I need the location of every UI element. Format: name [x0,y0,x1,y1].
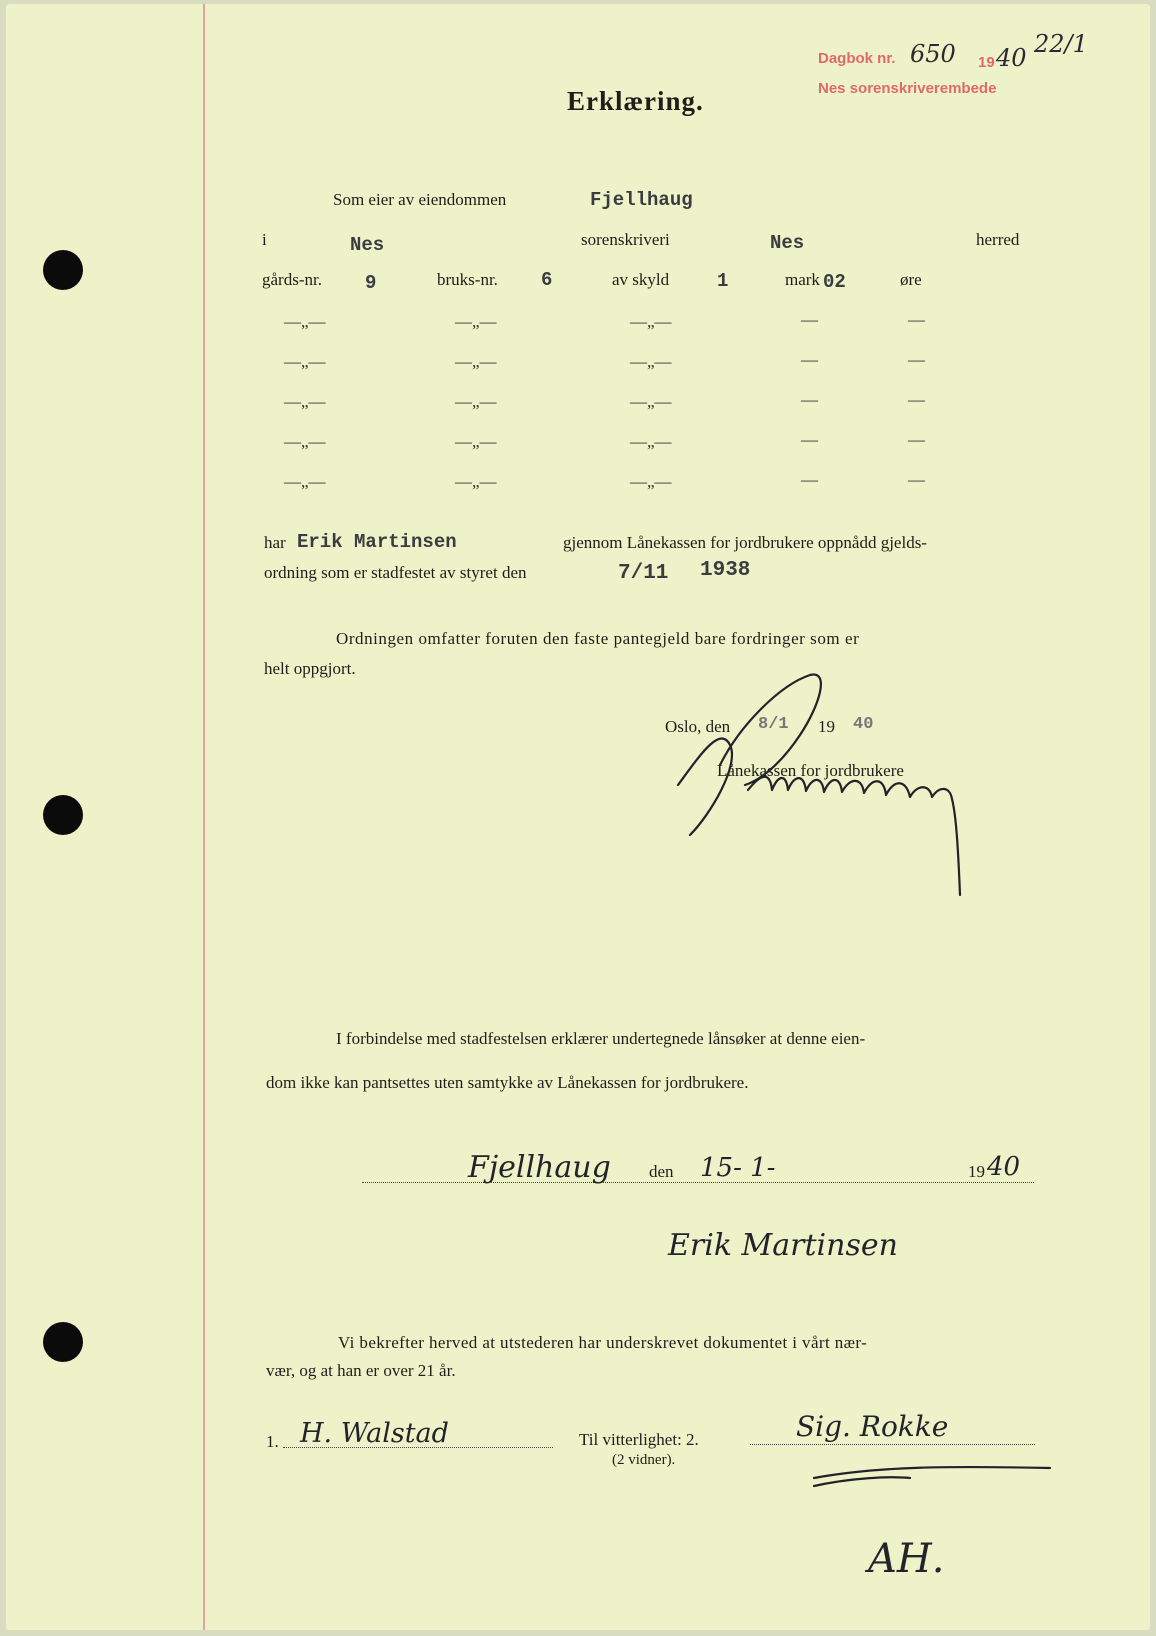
punch-hole [43,795,83,835]
signing-place: Fjellhaug [468,1150,611,1185]
ditto-mark: —„— [284,472,326,491]
stamp-year-prefix: 19 [978,54,995,71]
blank-mark: — [801,390,818,409]
institution-signature [660,665,990,905]
oslo-date: 8/1 [758,715,789,734]
ditto-mark: —„— [630,472,672,491]
har-label: har [264,533,286,552]
gards-value: 9 [365,272,377,294]
owner-lead: Som eier av eiendommen [333,190,507,209]
paragraph2-line1: Ordningen omfatter foruten den faste pantegjeld bare fordringer som er [336,629,860,648]
mark-value: 02 [823,271,846,293]
bruks-label: bruks-nr. [437,270,498,289]
witness2-name: Sig. Rokke [796,1410,949,1443]
signing-date: 15- 1- [700,1153,776,1183]
ore-label: øre [900,270,922,289]
ditto-mark: —„— [630,352,672,371]
witness1-name: H. Walstad [300,1418,449,1449]
district-name: Nes [350,234,385,256]
ditto-mark: —„— [455,352,497,371]
stamp-diary-number: 650 [910,40,956,68]
institution-name: Lånekassen for jordbrukere [717,761,904,780]
stamp-office: Nes sorenskriverembede [818,80,997,97]
punch-hole [43,250,83,290]
paragraph1-line1: gjennom Lånekassen for jordbrukere oppnådd gjelds- [563,533,927,552]
gards-label: gårds-nr. [262,270,322,289]
witness-label: Til vitterlighet: 2. [579,1430,699,1449]
applicant-signature: Erik Martinsen [668,1228,898,1263]
signing-year: 40 [987,1152,1021,1182]
skyld-label: av skyld [612,270,670,289]
i-label: i [262,230,267,249]
oslo-year: 40 [853,715,874,734]
paragraph2-line2: helt oppgjort. [264,659,356,678]
margin-line [203,4,205,1630]
owner-name: Erik Martinsen [297,531,457,553]
ditto-mark: —„— [284,392,326,411]
property-name: Fjellhaug [590,189,693,211]
punch-hole [43,1322,83,1362]
ditto-mark: —„— [284,432,326,451]
ditto-mark: —„— [455,392,497,411]
ditto-mark: —„— [284,312,326,331]
witness1-number: 1. [266,1432,279,1451]
blank-mark: — [908,390,925,409]
pen-strokes [810,1460,1070,1520]
herred-label: herred [976,230,1020,249]
ditto-mark: —„— [455,472,497,491]
herred-name: Nes [770,232,805,254]
signing-dotted-line [362,1182,1034,1183]
bruks-value: 6 [541,269,553,291]
blank-mark: — [908,310,925,329]
mark-label: mark [785,270,820,289]
stamp-date: 22/1 [1034,30,1088,58]
sorenskriveri-label: sorenskriveri [581,230,670,249]
ditto-mark: —„— [284,352,326,371]
stamp-diary-label: Dagbok nr. [818,50,896,67]
witness-line1: Vi bekrefter herved at utstederen har underskrevet dokumentet i vårt nær- [338,1333,868,1352]
confirmation-date: 7/11 [618,562,669,585]
paragraph1-line2: ordning som er stadfestet av styret den [264,563,527,582]
document-title: Erklæring. [567,86,704,116]
ditto-mark: —„— [455,432,497,451]
oslo-place: Oslo, den [665,717,731,736]
witness-note: (2 vidner). [612,1452,676,1468]
oslo-year-prefix: 19 [818,717,835,736]
witness2-dotted-line [750,1444,1035,1445]
ditto-mark: —„— [455,312,497,331]
skyld-value: 1 [717,270,729,292]
blank-mark: — [908,470,925,489]
blank-mark: — [801,310,818,329]
initials: AH. [868,1536,945,1582]
witness-line2: vær, og at han er over 21 år. [266,1361,456,1380]
confirmation-year: 1938 [700,559,751,582]
declaration-line2: dom ikke kan pantsettes uten samtykke av Lånekassen for jordbrukere. [266,1073,749,1092]
blank-mark: — [801,470,818,489]
blank-mark: — [908,430,925,449]
signing-year-prefix: 19 [968,1162,985,1181]
ditto-mark: —„— [630,392,672,411]
signing-den: den [649,1162,674,1181]
blank-mark: — [908,350,925,369]
blank-mark: — [801,350,818,369]
blank-mark: — [801,430,818,449]
stamp-year: 40 [996,44,1027,72]
ditto-mark: —„— [630,312,672,331]
ditto-mark: —„— [630,432,672,451]
declaration-line1: I forbindelse med stadfestelsen erklærer undertegnede lånsøker at denne eien- [336,1029,866,1048]
